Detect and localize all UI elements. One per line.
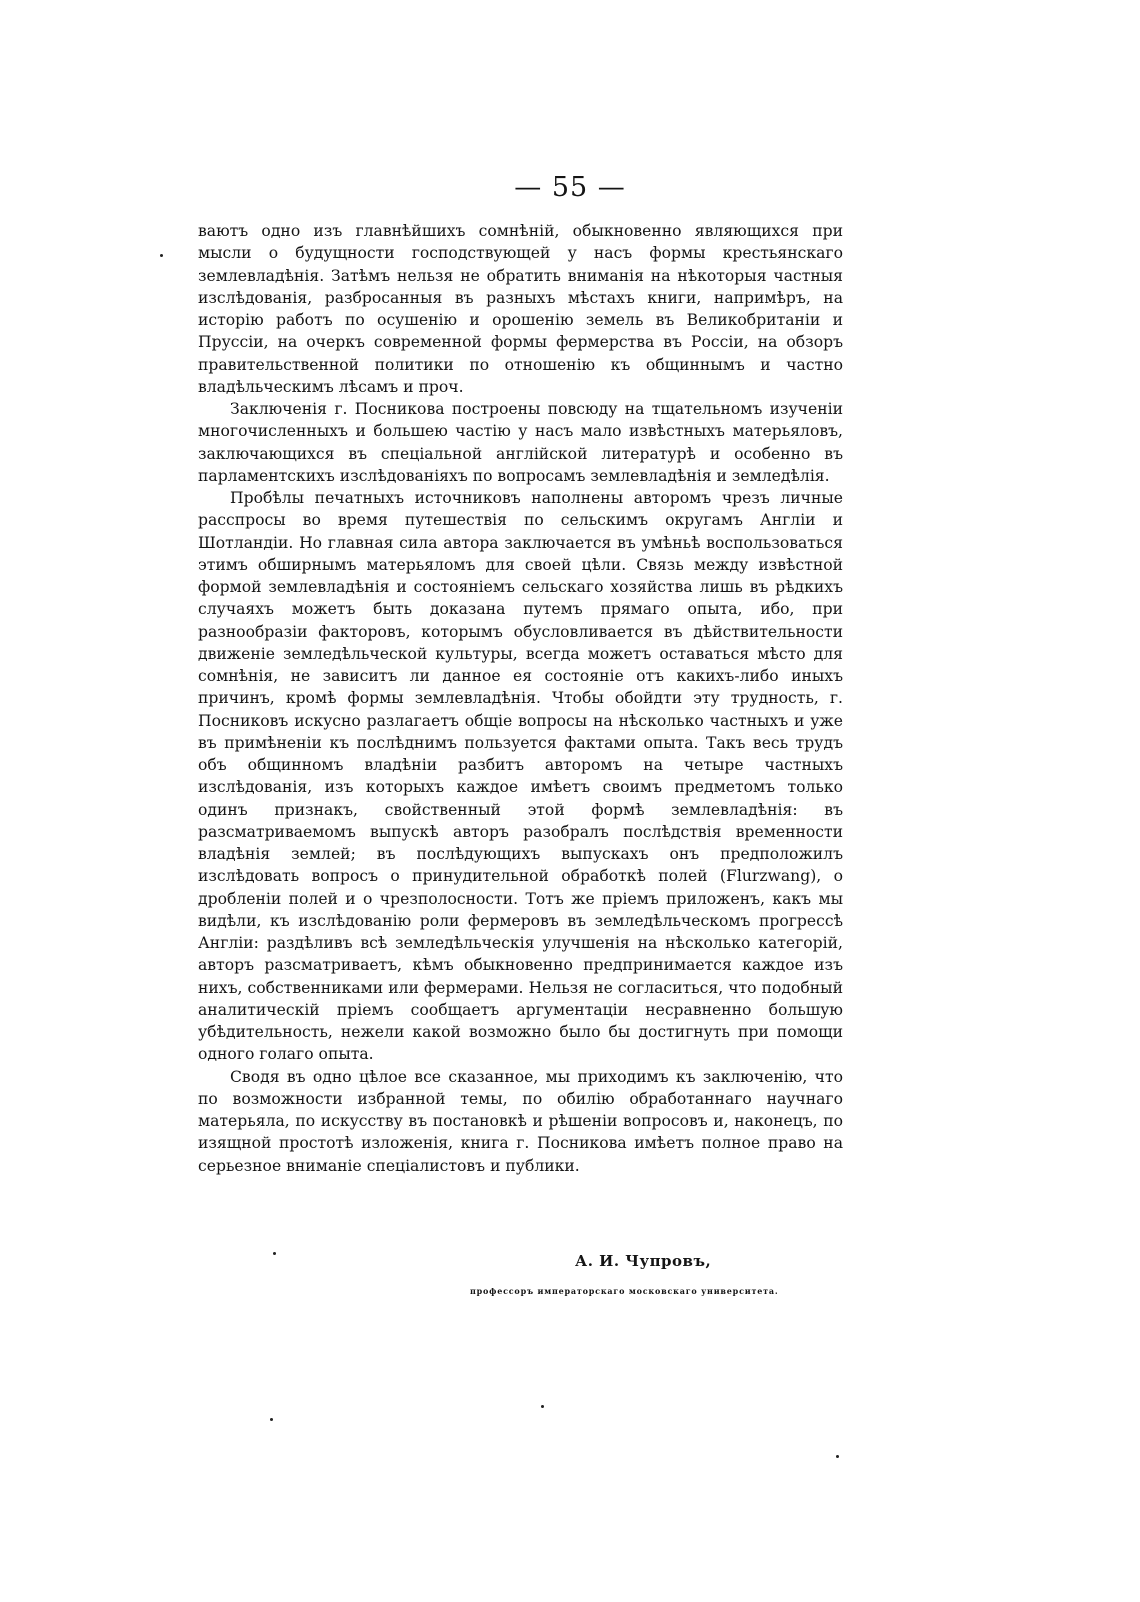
scan-speck	[270, 1418, 273, 1421]
author-signature: А. И. Чупровъ,	[575, 1252, 712, 1270]
author-title: профессоръ императорскаго московскаго университета.	[470, 1286, 779, 1296]
page-number: — 55 —	[514, 172, 626, 203]
scan-speck	[541, 1405, 544, 1408]
paragraph: Пробѣлы печатныхъ источниковъ наполнены авторомъ чрезъ личные расспросы во время путешествія по сельскимъ округамъ Англіи и Шотландіи. Но главная сила автора заключается въ умѣньѣ воспользоваться этимъ обширнымъ матерьяломъ для своей цѣли. Связь между извѣстной формой землевладѣнія и состояніемъ сельскаго хозяйства лишь въ рѣдкихъ случаяхъ можетъ быть доказана путемъ прямаго опыта, ибо, при разнообразіи факторовъ, которымъ обусловливается въ дѣйствительности движеніе земледѣльческой культуры, всегда можетъ оставаться мѣсто для сомнѣнія, не зависитъ ли данное ея состояніе отъ какихъ-либо иныхъ причинъ, кромѣ формы землевладѣнія. Чтобы обойдти эту трудность, г. Посниковъ искусно разлагаетъ общіе вопросы на нѣсколько частныхъ и уже въ примѣненіи къ послѣднимъ пользуется фактами опыта. Такъ весь трудъ объ общинномъ владѣніи разбитъ авторомъ на четыре частныхъ изслѣдованія, изъ которыхъ каждое имѣетъ своимъ предметомъ только одинъ признакъ, свойственный этой формѣ землевладѣнія: въ разсматриваемомъ выпускѣ авторъ разобралъ послѣдствія временности владѣнія землей; въ послѣдующихъ выпускахъ онъ предположилъ изслѣдовать вопросъ о принудительной обработкѣ полей (Flurzwang), о дробленіи полей и о чрезполосности. Тотъ же пріемъ приложенъ, какъ мы видѣли, къ изслѣдованію роли фермеровъ въ земледѣльческомъ прогрессѣ Англіи: раздѣливъ всѣ земледѣльческія улучшенія на нѣсколько категорій, авторъ разсматриваетъ, кѣмъ обыкновенно предпринимается каждое изъ нихъ, собственниками или фермерами. Нельзя не согласиться, что подобный аналитическій пріемъ сообщаетъ аргументаціи несравненно большую убѣдительность, нежели какой возможно было бы достигнуть при помощи одного голаго опыта.	[198, 489, 843, 1064]
paragraph: Заключенія г. Посникова построены повсюду на тщательномъ изученіи многочисленныхъ и большею частію у насъ мало извѣстныхъ матерьяловъ, заключающихся въ спеціальной англійской литературѣ и особенно въ парламентскихъ изслѣдованіяхъ по вопросамъ землевладѣнія и земледѣлія.	[198, 400, 843, 485]
paragraph: Сводя въ одно цѣлое все сказанное, мы приходимъ къ заключенію, что по возможности избранной темы, по обилію обработаннаго научнаго матерьяла, по искусству въ постановкѣ и рѣшеніи вопросовъ и, наконецъ, по изящной простотѣ изложенія, книга г. Посникова имѣетъ полное право на серьезное вниманіе спеціалистовъ и публики.	[198, 1067, 843, 1175]
scan-speck	[836, 1455, 839, 1458]
paragraph: ваютъ одно изъ главнѣйшихъ сомнѣній, обыкновенно являющихся при мысли о будущности господствующей у насъ формы крестьянскаго землевладѣнія. Затѣмъ нельзя не обратить вниманія на нѣкоторыя частныя изслѣдованія, разбросанныя въ разныхъ мѣстахъ книги, напримѣръ, на исторію работъ по осушенію и орошенію земель въ Великобританіи и Пруссіи, на очеркъ современной формы фермерства въ Россіи, на обзоръ правительственной политики по отношенію къ общиннымъ и частно владѣльческимъ лѣсамъ и проч.	[198, 222, 843, 396]
scan-speck	[273, 1252, 276, 1255]
scan-speck	[160, 254, 163, 257]
body-text	[198, 220, 843, 1177]
